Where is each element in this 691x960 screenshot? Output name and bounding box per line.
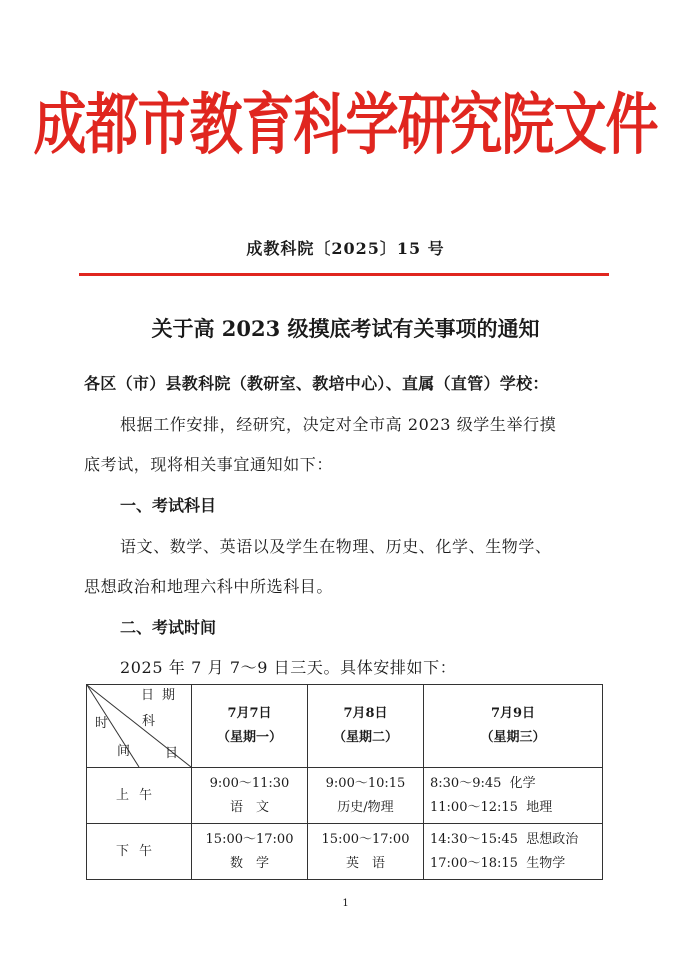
afternoon-day1-cell xyxy=(192,824,308,880)
corner-time-label-2: 间 xyxy=(117,744,131,759)
exam-schedule-table xyxy=(86,684,603,880)
corner-subject-label-2: 目 xyxy=(165,746,179,761)
exam-slot: 8:30～9:45 化学 xyxy=(430,775,536,791)
paragraph-2-line-2: 思想政治和地理六科中所选科目。 xyxy=(84,577,334,596)
day-header-2 xyxy=(308,685,424,768)
paragraph-2-line-1: 语文、数学、英语以及学生在物理、历史、化学、生物学、 xyxy=(120,537,552,556)
day-weekday: （星期二） xyxy=(332,730,398,745)
exam-slot: 17:00～18:15 生物学 xyxy=(430,855,566,871)
day-date: 7月8日 xyxy=(343,706,388,721)
day-header-3 xyxy=(424,685,603,768)
document-number: 成教科院〔2025〕15 号 xyxy=(246,239,445,258)
exam-time: 9:00～10:15 xyxy=(325,775,406,791)
corner-date-label: 日期 xyxy=(140,688,183,703)
exam-subject: 英 语 xyxy=(345,855,385,871)
exam-slot: 11:00～12:15 地理 xyxy=(430,799,553,815)
exam-subject: 数 学 xyxy=(229,855,269,871)
exam-slot: 14:30～15:45 思想政治 xyxy=(430,831,579,847)
afternoon-day3-cell xyxy=(424,824,603,880)
paragraph-1-line-1: 根据工作安排，经研究，决定对全市高 2023 级学生举行摸 xyxy=(120,415,557,434)
day-weekday: （星期一） xyxy=(216,730,282,745)
page-number: 1 xyxy=(342,898,349,909)
day-date: 7月7日 xyxy=(227,706,272,721)
morning-day1-cell xyxy=(192,768,308,824)
paragraph-1-line-2: 底考试，现将相关事宜通知如下： xyxy=(84,455,334,474)
corner-header-cell xyxy=(87,685,192,768)
red-divider-line xyxy=(79,273,609,276)
exam-subject: 历史/物理 xyxy=(337,799,394,815)
table-header-row xyxy=(87,685,603,768)
period-morning-label: 上午 xyxy=(87,768,192,824)
exam-subject: 语 文 xyxy=(229,799,269,815)
morning-day3-cell xyxy=(424,768,603,824)
corner-time-label-1: 时 xyxy=(95,716,109,731)
exam-time: 15:00～17:00 xyxy=(321,831,410,847)
table-row-morning xyxy=(87,768,603,824)
paragraph-3: 2025 年 7 月 7～9 日三天。具体安排如下： xyxy=(120,658,457,677)
table-row-afternoon xyxy=(87,824,603,880)
corner-subject-label-1: 科 xyxy=(142,714,156,729)
section-heading-subjects: 一、考试科目 xyxy=(120,496,217,515)
morning-day2-cell xyxy=(308,768,424,824)
day-date: 7月9日 xyxy=(490,706,536,721)
afternoon-day2-cell xyxy=(308,824,424,880)
period-afternoon-label: 下午 xyxy=(87,824,192,880)
section-heading-time: 二、考试时间 xyxy=(120,618,217,637)
notice-title: 关于高 2023 级摸底考试有关事项的通知 xyxy=(151,316,540,341)
addressee: 各区（市）县教科院（教研室、教培中心）、直属（直管）学校： xyxy=(84,374,549,393)
exam-time: 9:00～11:30 xyxy=(209,775,290,791)
exam-time: 15:00～17:00 xyxy=(205,831,294,847)
day-header-1 xyxy=(192,685,308,768)
org-title: 成都市教育科学研究院文件 xyxy=(33,86,658,164)
day-weekday: （星期三） xyxy=(480,730,546,745)
